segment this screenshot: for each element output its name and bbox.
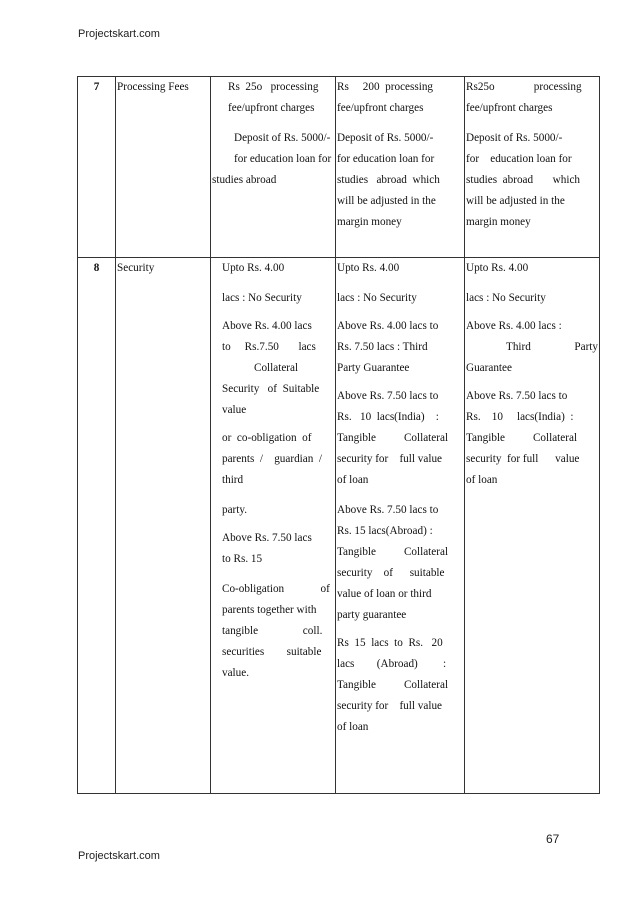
text-line: Guarantee — [466, 362, 512, 374]
text-line: Rs25o processing — [466, 81, 582, 93]
text-line: margin money — [337, 216, 402, 228]
text-line: Tangible Collateral — [337, 546, 449, 558]
text-line: fee/upfront charges — [228, 102, 315, 114]
text-line: Tangible Collateral — [337, 432, 449, 444]
text-line: Above Rs. 4.00 lacs : — [466, 320, 562, 332]
text-line: tangible coll. — [222, 625, 323, 637]
text-line: or co-obligation of — [222, 432, 312, 444]
text-line: fee/upfront charges — [337, 102, 424, 114]
text-line: Above Rs. 7.50 lacs to — [337, 390, 439, 402]
row-number: 8 — [78, 258, 116, 794]
table-row-security — [78, 258, 600, 794]
text-line: of loan — [337, 474, 369, 486]
text-line: Deposit of Rs. 5000/- — [337, 132, 434, 144]
text-line: party guarantee — [337, 609, 407, 621]
cell-security-col3 — [465, 258, 600, 794]
cell-security-col2 — [336, 258, 465, 794]
text-line: Above Rs. 7.50 lacs to — [337, 504, 439, 516]
text-line: studies abroad which — [337, 174, 440, 186]
text-line: Deposit of Rs. 5000/- — [234, 132, 331, 144]
page-number: 67 — [546, 832, 560, 846]
text-line: fee/upfront charges — [466, 102, 553, 114]
text-line: will be adjusted in the — [466, 195, 565, 207]
text-line: for education loan for — [234, 153, 332, 165]
text-line: lacs (Abroad) : — [337, 658, 447, 670]
text-line: third — [222, 474, 244, 486]
text-line: value — [222, 404, 247, 416]
text-line-pair — [466, 337, 598, 358]
table-row-processing-fees — [78, 77, 600, 258]
text-line: Upto Rs. 4.00 — [337, 262, 400, 274]
text-line: Rs. 10 lacs(India) : — [337, 411, 439, 423]
text-line: lacs : No Security — [466, 292, 546, 304]
text-line: will be adjusted in the — [337, 195, 436, 207]
cell-processing-fees-col1 — [211, 77, 336, 258]
text-line: Rs. 15 lacs(Abroad) : — [337, 525, 433, 537]
text-line: of loan — [466, 474, 498, 486]
text-line: studies abroad which — [466, 174, 581, 186]
text-line: parents together with — [222, 604, 317, 616]
row-label: Processing Fees — [116, 77, 211, 258]
cell-processing-fees-col2 — [336, 77, 465, 258]
text-line: value. — [222, 667, 250, 679]
text-line: Above Rs. 4.00 lacs — [222, 320, 312, 332]
text-line: security for full value — [466, 453, 580, 465]
text-line: value of loan or third — [337, 588, 432, 600]
text-line: for education loan for — [466, 153, 572, 165]
text-line: for education loan for — [337, 153, 435, 165]
text-line: Rs. 10 lacs(India) : — [466, 411, 574, 423]
text-line: Rs 15 lacs to Rs. 20 — [337, 637, 443, 649]
text-line: lacs : No Security — [337, 292, 417, 304]
text-line: to Rs.7.50 lacs — [222, 341, 316, 353]
text-line: Above Rs. 4.00 lacs to — [337, 320, 439, 332]
text-line: Security of Suitable — [222, 383, 320, 395]
text-line: Upto Rs. 4.00 — [466, 262, 529, 274]
text-line: Deposit of Rs. 5000/- — [466, 132, 563, 144]
text-line: Tangible Collateral — [337, 679, 449, 691]
text-word: Third — [506, 341, 531, 353]
text-line: Above Rs. 7.50 lacs to — [466, 390, 568, 402]
text-line: studies abroad — [212, 174, 277, 186]
text-line: lacs : No Security — [222, 292, 302, 304]
cell-security-col1 — [211, 258, 336, 794]
row-label: Security — [116, 258, 211, 794]
text-line: Tangible Collateral — [466, 432, 578, 444]
text-line: Above Rs. 7.50 lacs — [222, 532, 312, 544]
text-line: Rs 200 processing — [337, 81, 434, 93]
text-line: security of suitable — [337, 567, 445, 579]
text-line: parents / guardian / — [222, 453, 323, 465]
text-line: Rs 25o processing — [228, 81, 319, 93]
text-line: Upto Rs. 4.00 — [222, 262, 285, 274]
text-line: securities suitable — [222, 646, 322, 658]
text-line: security for full value — [337, 453, 443, 465]
text-line: margin money — [466, 216, 531, 228]
loan-comparison-table — [77, 76, 600, 794]
text-line: party. — [222, 504, 248, 516]
text-line: to Rs. 15 — [222, 553, 263, 565]
page-header-site: Projectskart.com — [78, 28, 160, 40]
page-footer-site: Projectskart.com — [78, 850, 160, 862]
text-line: Rs. 7.50 lacs : Third — [337, 341, 428, 353]
text-line: Collateral — [254, 362, 299, 374]
row-number: 7 — [78, 77, 116, 258]
text-line: of loan — [337, 721, 369, 733]
text-line: security for full value — [337, 700, 443, 712]
cell-processing-fees-col3 — [465, 77, 600, 258]
text-line: Party Guarantee — [337, 362, 410, 374]
text-line: Co-obligation of — [222, 583, 330, 595]
text-word: Party — [574, 341, 598, 353]
